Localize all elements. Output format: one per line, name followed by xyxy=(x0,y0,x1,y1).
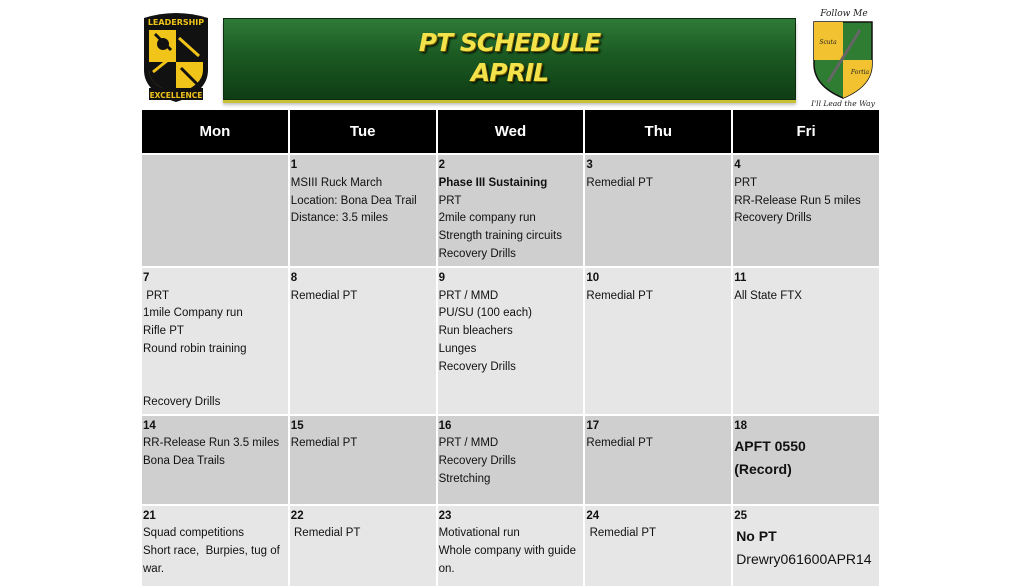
day-cell xyxy=(733,155,879,266)
day-number: 21 xyxy=(143,509,156,522)
day-cell xyxy=(290,506,436,586)
activity: MSIII Ruck March xyxy=(290,176,383,189)
header-mon: Mon xyxy=(142,110,288,153)
leadership-excellence-logo xyxy=(141,8,211,104)
svg-text:Follow Me: Follow Me xyxy=(820,9,868,19)
day-cell xyxy=(585,268,731,414)
activity: Run bleachers xyxy=(438,325,513,338)
day-number: 9 xyxy=(438,271,445,284)
header-tue: Tue xyxy=(290,110,436,153)
day-cell xyxy=(733,506,879,586)
activity: Motivational run xyxy=(438,527,520,540)
activity: Remedial PT xyxy=(586,527,657,540)
day-number: 10 xyxy=(586,271,600,284)
activity: Rifle PT xyxy=(143,325,184,338)
page-subtitle-month: APRIL xyxy=(470,58,549,87)
activity: Location: Bona Dea Trail xyxy=(290,194,417,207)
day-cell xyxy=(438,155,584,266)
day-cell xyxy=(290,155,436,266)
day-number: 22 xyxy=(290,509,304,522)
day-number: 7 xyxy=(143,271,150,284)
day-cell xyxy=(733,416,879,504)
activity: Remedial PT xyxy=(290,289,358,302)
day-number: 14 xyxy=(143,419,156,432)
day-cell xyxy=(733,268,879,414)
activity: Recovery Drills xyxy=(734,212,812,225)
day-cell xyxy=(290,268,436,414)
day-number: 18 xyxy=(734,419,747,432)
activity: Remedial PT xyxy=(290,437,358,450)
svg-text:LEADERSHIP: LEADERSHIP xyxy=(147,18,205,27)
day-cell xyxy=(438,268,584,414)
activity: Remedial PT xyxy=(586,289,653,302)
page-title: PT SCHEDULE xyxy=(418,28,601,57)
activity: PRT / MMD xyxy=(438,289,499,302)
day-number: 15 xyxy=(290,419,304,432)
activity: Recovery Drills xyxy=(438,360,516,373)
day-cell xyxy=(290,416,436,504)
activity: Squad competitions xyxy=(143,527,245,540)
day-cell xyxy=(438,506,584,586)
header-fri: Fri xyxy=(733,110,879,153)
activity: Recovery Drills xyxy=(143,395,221,408)
svg-text:EXCELLENCE: EXCELLENCE xyxy=(149,91,203,100)
signature-code: Drewry061600APR14 xyxy=(736,551,872,568)
rotc-shield-icon xyxy=(141,8,211,104)
activity: PU/SU (100 each) xyxy=(438,307,532,320)
activity: Recovery Drills xyxy=(438,455,516,468)
title-banner xyxy=(223,18,796,100)
svg-text:Fortia: Fortia xyxy=(850,69,870,76)
day-cell xyxy=(585,155,731,266)
day-cell xyxy=(438,416,584,504)
day-cell xyxy=(142,416,288,504)
apft-event: APFT 0550 xyxy=(734,438,806,455)
activity: RR-Release Run 3.5 miles xyxy=(143,437,280,450)
day-number: 8 xyxy=(290,271,298,284)
day-number: 4 xyxy=(734,159,741,171)
apft-record-note: (Record) xyxy=(734,461,792,478)
day-cell-empty xyxy=(142,155,288,266)
blank-gap xyxy=(143,359,287,394)
week-row xyxy=(142,416,879,504)
activity: 2mile company run xyxy=(438,212,536,225)
svg-text:I'll Lead the Way: I'll Lead the Way xyxy=(811,99,875,108)
pt-schedule-table xyxy=(140,108,881,588)
activity: Whole company with guide on. xyxy=(438,545,577,575)
day-number: 2 xyxy=(438,159,445,171)
no-pt-note: No PT xyxy=(736,528,777,545)
day-number: 3 xyxy=(586,159,593,171)
activity-heading: Phase III Sustaining xyxy=(438,176,548,189)
activity: Round robin training xyxy=(143,342,247,355)
day-number: 17 xyxy=(586,419,600,432)
day-number: 1 xyxy=(290,159,298,171)
activity: Remedial PT xyxy=(290,527,361,540)
header-wed: Wed xyxy=(438,110,584,153)
activity: PRT xyxy=(438,194,462,207)
svg-text:Scuta: Scuta xyxy=(819,39,837,46)
day-cell xyxy=(142,506,288,586)
activity: PRT xyxy=(143,289,169,302)
day-number: 16 xyxy=(438,419,452,432)
follow-me-crest-logo xyxy=(804,4,882,108)
activity: Lunges xyxy=(438,342,477,355)
day-number: 23 xyxy=(438,509,452,522)
day-cell xyxy=(585,506,731,586)
activity: Short race, Burpies, tug of war. xyxy=(143,545,283,575)
activity: 1mile Company run xyxy=(143,307,243,320)
week-row xyxy=(142,506,879,586)
activity: Remedial PT xyxy=(586,437,653,450)
activity: Stretching xyxy=(438,472,491,485)
week-row xyxy=(142,268,879,414)
activity: PRT / MMD xyxy=(438,437,499,450)
week-row xyxy=(142,155,879,266)
day-number: 24 xyxy=(586,509,600,522)
day-cell xyxy=(142,268,288,414)
activity: Remedial PT xyxy=(586,176,653,189)
activity: Recovery Drills xyxy=(438,247,516,260)
activity: Distance: 3.5 miles xyxy=(290,212,388,225)
activity: RR-Release Run 5 miles xyxy=(734,194,861,207)
day-cell xyxy=(585,416,731,504)
header-thu: Thu xyxy=(585,110,731,153)
day-number: 11 xyxy=(734,271,747,284)
activity: All State FTX xyxy=(734,289,802,302)
activity: Bona Dea Trails xyxy=(143,455,225,468)
weekday-header-row xyxy=(142,110,879,153)
crest-shield-icon xyxy=(804,4,882,108)
activity: PRT xyxy=(734,176,757,189)
day-number: 25 xyxy=(734,509,747,522)
activity: Strength training circuits xyxy=(438,230,562,243)
